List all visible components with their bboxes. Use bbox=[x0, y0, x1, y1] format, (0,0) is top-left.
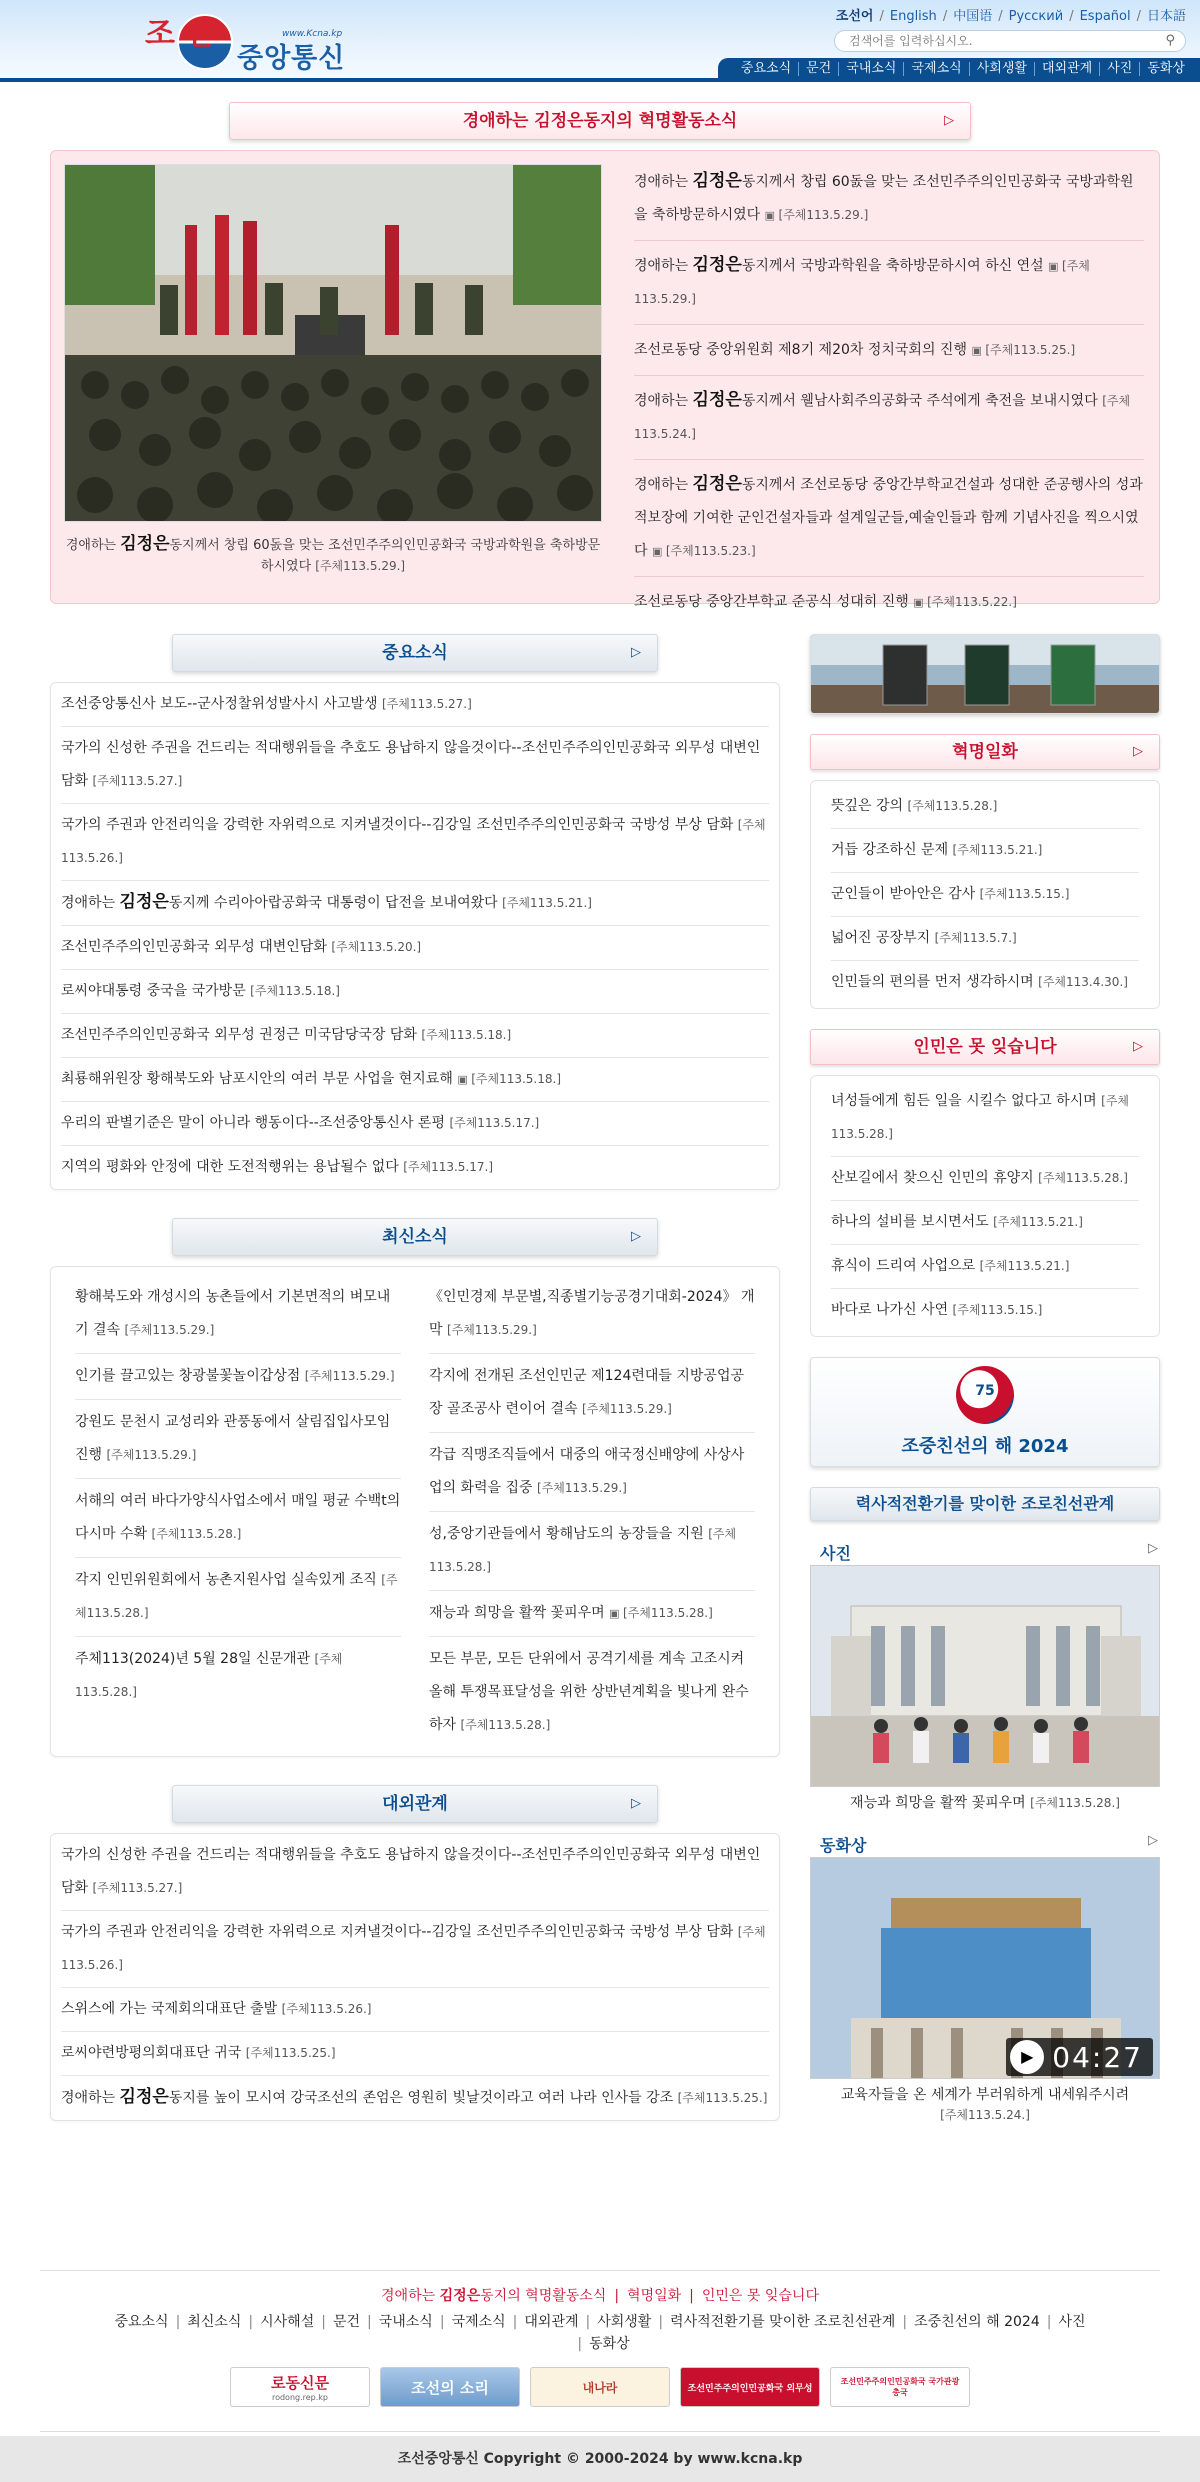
footer-links bbox=[40, 2270, 1160, 2432]
list-item[interactable]: 국가의 신성한 주권을 건드리는 적대행위들을 추호도 용납하지 않을것이다--조선민주주의인민공화국 외무성 대변인담화 [주체113.5.27.] bbox=[61, 1834, 769, 1911]
footer-link[interactable]: 국제소식 bbox=[451, 2314, 506, 2330]
video-duration-overlay bbox=[1006, 2038, 1153, 2076]
list-item[interactable]: 군인들이 받아안은 감사 [주체113.5.15.] bbox=[831, 873, 1139, 917]
lang-spanish[interactable]: Español bbox=[1079, 9, 1131, 24]
photo-icon: ▣ bbox=[913, 596, 928, 609]
lang-english[interactable]: English bbox=[889, 9, 937, 24]
books-banner-image bbox=[811, 635, 1160, 714]
right-column bbox=[810, 634, 1160, 2125]
revolution-news-item[interactable]: 경애하는 김정은동지께서 창립 60돐을 맞는 조선민주주의인민공화국 국방과학원을 축하방문하시였다 ▣ [주체113.5.29.] bbox=[634, 157, 1144, 241]
books-banner[interactable] bbox=[810, 634, 1160, 714]
history-title-text: 력사적전환기를 맞이한 조로친선관계 bbox=[855, 1494, 1115, 1513]
nav-international[interactable]: 국제소식 bbox=[904, 62, 969, 76]
revolution-panel bbox=[50, 150, 1160, 610]
revolution-news-item[interactable]: 경애하는 김정은동지께서 국방과학원을 축하방문하시여 하신 연설 ▣ [주체113.5.29.] bbox=[634, 241, 1144, 325]
footer-link[interactable]: 문건 bbox=[332, 2314, 361, 2330]
partner-voice-of-korea[interactable]: 조선의 소리 bbox=[380, 2367, 520, 2407]
main-columns bbox=[0, 634, 1200, 2240]
revolution-main-photo[interactable] bbox=[64, 164, 602, 522]
revolution-news-item[interactable]: 조선로동당 중앙간부학교 준공식 성대히 진행 ▣ [주체113.5.22.] bbox=[634, 594, 1017, 610]
foreign-news-panel bbox=[50, 1833, 780, 2121]
main-nav bbox=[718, 58, 1200, 80]
footer-link[interactable]: 시사해설 bbox=[260, 2314, 315, 2330]
more-icon[interactable]: ▷ bbox=[1148, 1833, 1158, 1848]
video-caption-text: 교육자들을 온 세계가 부러워하게 내세워주시려 bbox=[840, 2087, 1130, 2103]
list-item[interactable]: 우리의 판별기준은 말이 아니라 행동이다--조선중앙통신사 론평 [주체113.5.17.] bbox=[61, 1102, 769, 1146]
partner-foreign-ministry[interactable]: 조선민주주의인민공화국 외무성 bbox=[680, 2367, 820, 2407]
photo-icon: ▣ bbox=[971, 344, 986, 357]
photo-icon: ▣ bbox=[764, 209, 779, 222]
list-item[interactable]: 국가의 주권과 안전리익을 강력한 자위력으로 지켜낼것이다--김강일 조선민주주의인민공화국 국방성 부상 담화 [주체113.5.26.] bbox=[61, 1911, 769, 1988]
list-item[interactable]: 스위스에 가는 국제회의대표단 출발 [주체113.5.26.] bbox=[61, 1988, 769, 2032]
video-title-text: 동화상 bbox=[820, 1836, 867, 1855]
left-column bbox=[50, 634, 780, 2121]
video-section-header[interactable] bbox=[810, 1833, 1160, 1857]
photo-title-text: 사진 bbox=[820, 1544, 851, 1563]
logo-top-text: 조선 bbox=[145, 16, 221, 52]
list-item[interactable]: 주체113(2024)년 5월 28일 신문개관 [주체113.5.28.] bbox=[75, 1651, 343, 1699]
revolution-news-list bbox=[634, 157, 1144, 627]
footer-link[interactable]: 대외관계 bbox=[524, 2314, 579, 2330]
foreign-section-title[interactable] bbox=[172, 1785, 658, 1823]
more-icon[interactable]: ▷ bbox=[1133, 744, 1143, 759]
revolution-news-item[interactable]: 경애하는 김정은동지께서 웰남사회주의공화국 주석에게 축전을 보내시였다 [주체113.5.24.] bbox=[634, 376, 1144, 460]
list-item[interactable]: 로씨야련방평의회대표단 귀국 [주체113.5.25.] bbox=[61, 2032, 769, 2076]
people-title-text: 인민은 못 잊습니다 bbox=[913, 1037, 1057, 1057]
footer-link-people[interactable]: 인민은 못 잊습니다 bbox=[701, 2288, 819, 2304]
important-section-title[interactable] bbox=[172, 634, 658, 672]
list-item[interactable]: 산보길에서 찾으신 인민의 휴양지 [주체113.5.28.] bbox=[831, 1157, 1139, 1201]
list-item[interactable]: 각급 직맹조직들에서 대중의 애국정신배양에 사상사업의 화력을 집중 [주체113.5.29.] bbox=[429, 1433, 755, 1512]
more-icon[interactable]: ▷ bbox=[1133, 1039, 1143, 1054]
list-item[interactable]: 지역의 평화와 안정에 대한 도전적행위는 용납될수 없다 [주체113.5.17.] bbox=[61, 1159, 494, 1175]
nav-photos[interactable]: 사진 bbox=[1100, 62, 1140, 76]
list-item[interactable]: 조선중앙통신사 보도--군사정찰위성발사시 사고발생 [주체113.5.27.] bbox=[61, 683, 769, 727]
anecdotes-panel bbox=[810, 780, 1160, 1009]
logo-bottom-text: 중앙통신 bbox=[237, 43, 346, 74]
video-caption[interactable] bbox=[810, 2085, 1160, 2125]
friendship-label: 조중친선의 해 2024 bbox=[901, 1436, 1069, 1457]
photo-icon: ▣ bbox=[1048, 260, 1062, 273]
photo-icon: ▣ bbox=[609, 1607, 623, 1620]
list-item[interactable]: 조선민주주의인민공화국 외무성 권정근 미국담당국장 담화 [주체113.5.18.] bbox=[61, 1014, 769, 1058]
footer-link[interactable]: 력사적전환기를 맞이한 조로친선관계 bbox=[670, 2314, 896, 2330]
friendship-year-banner[interactable] bbox=[810, 1357, 1160, 1467]
list-item[interactable]: 강원도 문천시 교성리와 관풍동에서 살림집입사모임 진행 [주체113.5.29.] bbox=[75, 1400, 401, 1479]
copyright-bar: 조선중앙통신 Copyright © 2000-2024 by www.kcna.kp bbox=[0, 2436, 1200, 2482]
list-item[interactable]: 경애하는 김정은동지께 수리아아랍공화국 대통령이 답전을 보내여왔다 [주체113.5.21.] bbox=[61, 881, 769, 926]
nav-society[interactable]: 사회생활 bbox=[970, 62, 1035, 76]
friendship-emblem-icon: 75 bbox=[956, 1366, 1014, 1424]
footer-link[interactable]: 동화상 bbox=[589, 2336, 630, 2352]
search-box bbox=[834, 30, 1186, 52]
photo-icon: ▣ bbox=[651, 545, 666, 558]
list-item[interactable]: 인민들의 편의를 먼저 생각하시며 [주체113.4.30.] bbox=[831, 974, 1128, 990]
revolution-news-item[interactable]: 조선로동당 중앙위원회 제8기 제20차 정치국회의 진행 ▣ [주체113.5.25.] bbox=[634, 325, 1144, 376]
language-bar: 조선어 / English / 中国语 / Русский / Español / 日本語 bbox=[835, 9, 1186, 24]
footer-link[interactable]: 사회생활 bbox=[597, 2314, 652, 2330]
footer-link[interactable]: 국내소식 bbox=[378, 2314, 433, 2330]
list-item[interactable]: 휴식이 드리여 사업으로 [주체113.5.21.] bbox=[831, 1245, 1139, 1289]
photo-section-header[interactable] bbox=[810, 1541, 1160, 1565]
latest-left-column bbox=[61, 1275, 415, 1748]
play-icon[interactable]: ▶ bbox=[1010, 2040, 1044, 2074]
site-logo[interactable] bbox=[145, 6, 360, 74]
list-item[interactable]: 바다로 나가신 사연 [주체113.5.15.] bbox=[831, 1302, 1043, 1318]
people-section-title[interactable] bbox=[810, 1029, 1160, 1065]
footer-link-revolution[interactable]: 경애하는 김정은동지의 혁명활동소식 bbox=[381, 2288, 607, 2304]
search-icon[interactable]: ⚲ bbox=[1165, 33, 1175, 48]
foreign-title-text: 대외관계 bbox=[382, 1794, 448, 1814]
lang-chinese[interactable]: 中国语 bbox=[953, 9, 993, 24]
list-item[interactable]: 하나의 설비를 보시면서도 [주체113.5.21.] bbox=[831, 1201, 1139, 1245]
more-icon[interactable]: ▷ bbox=[631, 645, 641, 660]
search-input[interactable] bbox=[849, 31, 1149, 51]
revolution-news-item[interactable]: 경애하는 김정은동지께서 조선로동당 중앙간부학교건설과 성대한 준공행사의 성과적보장에 기여한 군인건설자들과 설계일군들,예술인들과 함께 기념사진을 찍으시였다 ▣ [주체113.5.23.] bbox=[634, 460, 1144, 577]
people-panel bbox=[810, 1075, 1160, 1337]
list-item[interactable]: 국가의 주권과 안전리익을 강력한 자위력으로 지켜낼것이다--김강일 조선민주주의인민공화국 국방성 부상 담화 [주체113.5.26.] bbox=[61, 804, 769, 881]
footer-link-anecdotes[interactable]: 혁명일화 bbox=[627, 2288, 682, 2304]
lang-japanese[interactable]: 日本語 bbox=[1146, 9, 1186, 24]
military-ceremony-photo bbox=[65, 165, 602, 522]
list-item[interactable]: 넓어진 공장부지 [주체113.5.7.] bbox=[831, 917, 1139, 961]
footer-link[interactable]: 최신소식 bbox=[187, 2314, 242, 2330]
list-item[interactable]: 경애하는 김정은동지를 높이 모시여 강국조선의 존엄은 영원히 빛날것이라고 여러 나라 인사들 강조 [주체113.5.25.] bbox=[61, 2087, 768, 2107]
caption-date: [주체113.5.29.] bbox=[315, 559, 406, 573]
caption-leader-name: 김정은 bbox=[120, 534, 170, 554]
featured-photo[interactable] bbox=[810, 1565, 1160, 1787]
nav-documents[interactable]: 문건 bbox=[799, 62, 839, 76]
schoolchildren-photo bbox=[811, 1566, 1160, 1787]
photo-icon: ▣ bbox=[457, 1073, 472, 1086]
list-item[interactable]: 《인민경제 부문별,직종별기능공경기대회-2024》 개막 [주체113.5.29.] bbox=[429, 1275, 755, 1354]
more-icon[interactable]: ▷ bbox=[631, 1796, 641, 1811]
more-icon[interactable]: ▷ bbox=[1148, 1541, 1158, 1556]
list-item[interactable]: 인기를 끌고있는 창광불꽃놀이갑상점 [주체113.5.29.] bbox=[75, 1354, 401, 1400]
more-icon[interactable]: ▷ bbox=[631, 1229, 641, 1244]
footer-link[interactable]: 사진 bbox=[1058, 2314, 1086, 2330]
list-item[interactable]: 모든 부문, 모든 단위에서 공격기세를 계속 고조시켜 올해 투쟁목표달성을 위한 상반년계획을 빛나게 완수하자 [주체113.5.28.] bbox=[429, 1651, 749, 1733]
lang-korean[interactable]: 조선어 bbox=[835, 9, 874, 24]
footer-link[interactable]: 조중친선의 해 2024 bbox=[914, 2314, 1040, 2330]
anecdotes-section-title[interactable] bbox=[810, 734, 1160, 770]
list-item[interactable]: 각지 인민위원회에서 농촌지원사업 실속있게 조직 [주체113.5.28.] bbox=[75, 1558, 401, 1637]
list-item[interactable]: 녀성들에게 힘든 일을 시킬수 없다고 하시며 [주체113.5.28.] bbox=[831, 1080, 1139, 1157]
latest-right-column bbox=[415, 1275, 769, 1748]
latest-section-title[interactable] bbox=[172, 1218, 658, 1256]
more-icon[interactable]: ▷ bbox=[944, 113, 954, 128]
caption-text: 동지께서 창립 60돐을 맞는 조선민주주의인민공화국 국방과학원을 축하방문하시였다 bbox=[169, 538, 601, 574]
footer-row-highlights: 경애하는 김정은동지의 혁명활동소식 | 혁명일화 | 인민은 못 잊습니다 bbox=[381, 2288, 819, 2304]
nav-important[interactable]: 중요소식 bbox=[734, 62, 799, 76]
footer-row-sections: 중요소식 | 최신소식 | 시사해설 | 문건 | 국내소식 | 국제소식 | 대외관계 | 사회생활 | 력사적전환기를 맞이한 조로친선관계 | 조중친선의 해 2024 | 사진 | 동화상 bbox=[114, 2314, 1086, 2352]
revolution-photo-caption[interactable] bbox=[64, 534, 602, 577]
list-item[interactable]: 서해의 여러 바다가양식사업소에서 매일 평균 수백t의 다시마 수확 [주체113.5.28.] bbox=[75, 1479, 401, 1558]
list-item[interactable]: 국가의 신성한 주권을 건드리는 적대행위들을 추호도 용납하지 않을것이다--조선민주주의인민공화국 외무성 대변인담화 [주체113.5.27.] bbox=[61, 727, 769, 804]
list-item[interactable]: 각지에 전개된 조선인민군 제124련대들 지방공업공장 골조공사 련이어 결속 [주체113.5.29.] bbox=[429, 1354, 755, 1433]
partner-tourism[interactable]: 조선민주주의인민공화국 국가관광총국 bbox=[830, 2367, 970, 2407]
important-news-panel bbox=[50, 682, 780, 1190]
list-item[interactable]: 성,중앙기관들에서 황해남도의 농장들을 지원 [주체113.5.28.] bbox=[429, 1512, 755, 1591]
video-caption-date: [주체113.5.24.] bbox=[940, 2108, 1030, 2122]
partner-naenara[interactable]: 내나라 bbox=[530, 2367, 670, 2407]
list-item[interactable]: 황해북도와 개성시의 농촌들에서 기본면적의 벼모내기 결속 [주체113.5.29.] bbox=[75, 1275, 401, 1354]
list-item[interactable]: 로씨야대통령 중국을 국가방문 [주체113.5.18.] bbox=[61, 970, 769, 1014]
list-item[interactable]: 조선민주주의인민공화국 외무성 대변인담화 [주체113.5.20.] bbox=[61, 926, 769, 970]
photo-caption[interactable]: 재능과 희망을 활짝 꽃피우며 [주체113.5.28.] bbox=[850, 1795, 1120, 1811]
video-duration: 04:27 bbox=[1052, 2040, 1143, 2074]
history-relations-banner[interactable] bbox=[810, 1487, 1160, 1521]
caption-prefix: 경애하는 bbox=[65, 538, 121, 553]
list-item[interactable]: 재능과 희망을 활짝 꽃피우며 ▣ [주체113.5.28.] bbox=[429, 1591, 755, 1637]
lang-russian[interactable]: Русский bbox=[1008, 9, 1064, 24]
latest-title-text: 최신소식 bbox=[382, 1227, 448, 1247]
list-item[interactable]: 거듭 강조하신 문제 [주체113.5.21.] bbox=[831, 829, 1139, 873]
list-item[interactable]: 최룡해위원장 황해북도와 남포시안의 여러 부문 사업을 현지료해 ▣ [주체113.5.18.] bbox=[61, 1058, 769, 1102]
nav-domestic[interactable]: 국내소식 bbox=[839, 62, 904, 76]
logo-url: www.Kcna.kp bbox=[282, 29, 343, 39]
nav-videos[interactable]: 동화상 bbox=[1147, 61, 1185, 76]
partner-rodong-sinmun[interactable]: 로동신문 rodong.rep.kp bbox=[230, 2367, 370, 2407]
revolution-section-title[interactable] bbox=[229, 102, 971, 140]
list-item[interactable]: 뜻깊은 강의 [주체113.5.28.] bbox=[831, 785, 1139, 829]
anecdotes-title-text: 혁명일화 bbox=[952, 742, 1018, 762]
revolution-title-text: 경애하는 김정은동지의 혁명활동소식 bbox=[462, 111, 738, 131]
latest-news-panel bbox=[50, 1266, 780, 1757]
important-title-text: 중요소식 bbox=[382, 643, 448, 663]
featured-video[interactable] bbox=[810, 1857, 1160, 2079]
nav-foreign-relations[interactable]: 대외관계 bbox=[1035, 62, 1100, 76]
site-header bbox=[0, 0, 1200, 82]
footer-link[interactable]: 중요소식 bbox=[114, 2314, 169, 2330]
partner-links bbox=[40, 2367, 1160, 2407]
